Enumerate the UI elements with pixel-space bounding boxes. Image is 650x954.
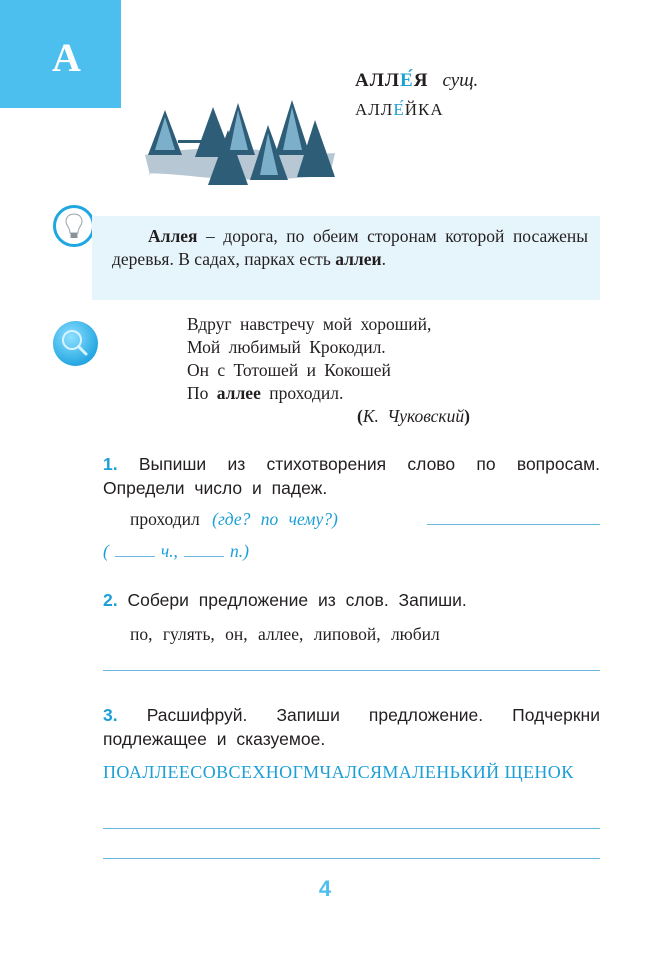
task-2 (103, 588, 600, 612)
poem (187, 313, 470, 428)
definition-text: – дорога, по обеим сторонам которой посажены деревья. В садах, парках есть (112, 226, 588, 269)
answer-line[interactable] (427, 524, 600, 525)
section-letter-tab (0, 0, 121, 108)
task-text: Расшифруй. Запиши предложение. Подчеркни подлежащее и сказуемое. (103, 705, 600, 749)
number-blank[interactable] (115, 556, 155, 557)
magnifier-icon (53, 321, 98, 366)
task-word: проходил (130, 509, 200, 529)
task-1 (103, 452, 600, 500)
cipher-text: ПОАЛЛЕЕСОВСЕХНОГМЧАЛСЯМАЛЕНЬКИЙ ЩЕНОК (103, 762, 574, 782)
task-text: Выпиши из стихотворения слово по вопросам. Определи число и падеж. (103, 454, 600, 498)
definition-term: Аллея (148, 226, 198, 246)
task-number: 2. (103, 590, 118, 610)
task-number: 3. (103, 705, 118, 725)
answer-line[interactable] (103, 858, 600, 859)
part-of-speech: сущ. (442, 70, 479, 91)
diminutive-form: АЛЛЕ́ЙКА (355, 100, 444, 119)
poem-line: Он с Тотошей и Кокошей (187, 360, 391, 380)
task-number: 1. (103, 454, 118, 474)
poem-line: Вдруг навстречу мой хороший, (187, 314, 432, 334)
answer-line[interactable] (103, 670, 600, 671)
trees-illustration (140, 95, 340, 190)
task-1-prompt (130, 509, 338, 530)
lightbulb-icon (53, 205, 95, 247)
headword: АЛЛЕ́Я (355, 70, 429, 91)
definition-box: Аллея – дорога, по обеим сторонам которой посажены деревья. В садах, парках есть аллеи. (92, 216, 600, 300)
question-hint: (где? по чему?) (212, 509, 338, 529)
poem-line: Мой любимый Крокодил. (187, 337, 386, 357)
poem-line: По аллее проходил. (187, 383, 344, 403)
task-text: Собери предложение из слов. Запиши. (127, 590, 467, 610)
answer-line[interactable] (103, 828, 600, 829)
definition-term-plural: аллеи (335, 249, 382, 269)
section-letter: А (52, 34, 81, 80)
word-list: по, гулять, он, аллее, липовой, любил (130, 624, 440, 644)
headword-block (355, 70, 478, 120)
page-number: 4 (318, 876, 332, 901)
task-1-grammar: ( ч., п.) (103, 541, 249, 561)
task-3 (103, 703, 600, 751)
poem-author: (К. Чуковский) (357, 406, 470, 426)
case-blank[interactable] (184, 556, 224, 557)
